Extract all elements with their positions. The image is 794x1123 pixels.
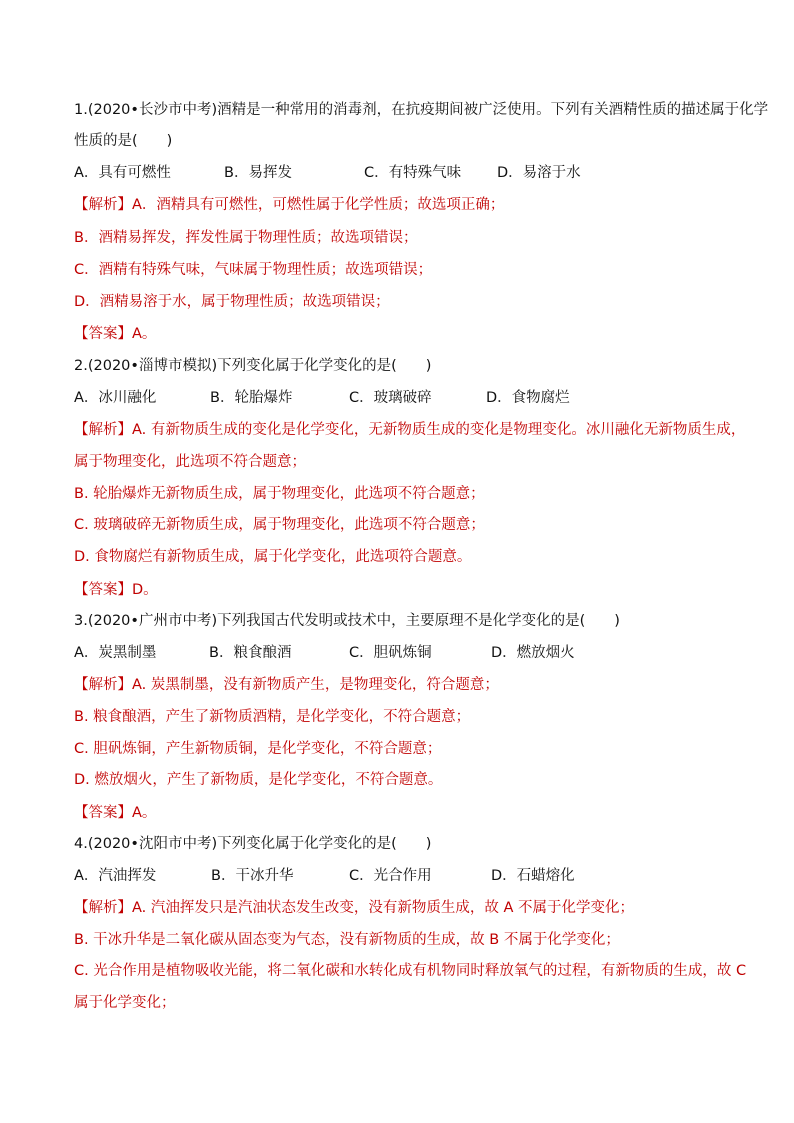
option-d: D．易溶于水	[497, 165, 581, 181]
option-a: A．冰川融化	[74, 390, 157, 406]
question-2-analysis-line-4: C. 玻璃破碎无新物质生成，属于物理变化，此选项不符合题意；	[74, 517, 485, 533]
option-b: B．轮胎爆炸	[210, 390, 293, 406]
option-d: D．石蜡熔化	[491, 868, 575, 884]
question-4-analysis-line-4: 属于化学变化；	[74, 995, 176, 1011]
question-1-stem-line-1: 1.(2020•长沙市中考)酒精是一种常用的消毒剂，在抗疫期间被广泛使用。下列有关酒精性质的描述属于化学	[74, 102, 769, 118]
option-c: C．胆矾炼铜	[349, 645, 432, 661]
question-4-analysis-line-3: C. 光合作用是植物吸收光能，将二氧化碳和水转化成有机物同时释放氧气的过程，有新物质的生成，故 C	[74, 963, 747, 979]
option-d: D．食物腐烂	[486, 390, 570, 406]
option-a: A．具有可燃性	[74, 165, 171, 181]
question-1-stem-line-2: 性质的是( )	[74, 133, 173, 149]
question-2-stem: 2.(2020•淄博市模拟)下列变化属于化学变化的是( )	[74, 358, 432, 374]
question-1-analysis-line-1: 【解析】A．酒精具有可燃性，可燃性属于化学性质；故选项正确；	[74, 197, 505, 213]
option-c: C．光合作用	[349, 868, 432, 884]
question-2-analysis-line-1: 【解析】A. 有新物质生成的变化是化学变化，无新物质生成的变化是物理变化。冰川融化无新物质生成，	[74, 422, 746, 438]
question-3-answer: 【答案】A。	[74, 805, 157, 821]
option-a: A．炭黑制墨	[74, 645, 157, 661]
question-1-analysis-line-3: C．酒精有特殊气味，气味属于物理性质；故选项错误；	[74, 262, 433, 278]
option-c: C．玻璃破碎	[349, 390, 432, 406]
question-1-analysis-line-4: D．酒精易溶于水，属于物理性质；故选项错误；	[74, 294, 390, 310]
question-2-analysis-line-3: B. 轮胎爆炸无新物质生成，属于物理变化，此选项不符合题意；	[74, 486, 485, 502]
question-3-analysis-line-4: D. 燃放烟火，产生了新物质，是化学变化，不符合题意。	[74, 772, 443, 788]
question-3-stem: 3.(2020•广州市中考)下列我国古代发明或技术中，主要原理不是化学变化的是( )	[74, 613, 620, 629]
question-1-analysis-line-2: B．酒精易挥发，挥发性属于物理性质；故选项错误；	[74, 230, 418, 246]
option-b: B．粮食酿酒	[209, 645, 292, 661]
option-b: B．干冰升华	[211, 868, 294, 884]
question-3-analysis-line-1: 【解析】A. 炭黑制墨，没有新物质产生，是物理变化，符合题意；	[74, 677, 499, 693]
question-4-analysis-line-1: 【解析】A. 汽油挥发只是汽油状态发生改变，没有新物质生成，故 A 不属于化学变化；	[74, 900, 635, 916]
question-2-analysis-line-2: 属于物理变化，此选项不符合题意；	[74, 454, 306, 470]
option-b: B．易挥发	[224, 165, 292, 181]
question-3-analysis-line-3: C. 胆矾炼铜，产生新物质铜，是化学变化，不符合题意；	[74, 741, 442, 757]
question-1-answer: 【答案】A。	[74, 326, 157, 342]
question-4-analysis-line-2: B. 干冰升华是二氧化碳从固态变为气态，没有新物质的生成，故 B 不属于化学变化；	[74, 932, 620, 948]
question-2-analysis-line-5: D. 食物腐烂有新物质生成，属于化学变化，此选项符合题意。	[74, 549, 472, 565]
option-d: D．燃放烟火	[491, 645, 575, 661]
question-3-analysis-line-2: B. 粮食酿酒，产生了新物质酒精，是化学变化，不符合题意；	[74, 709, 471, 725]
question-2-answer: 【答案】D。	[74, 582, 158, 598]
option-a: A．汽油挥发	[74, 868, 157, 884]
question-4-stem: 4.(2020•沈阳市中考)下列变化属于化学变化的是( )	[74, 836, 432, 852]
option-c: C．有特殊气味	[364, 165, 462, 181]
